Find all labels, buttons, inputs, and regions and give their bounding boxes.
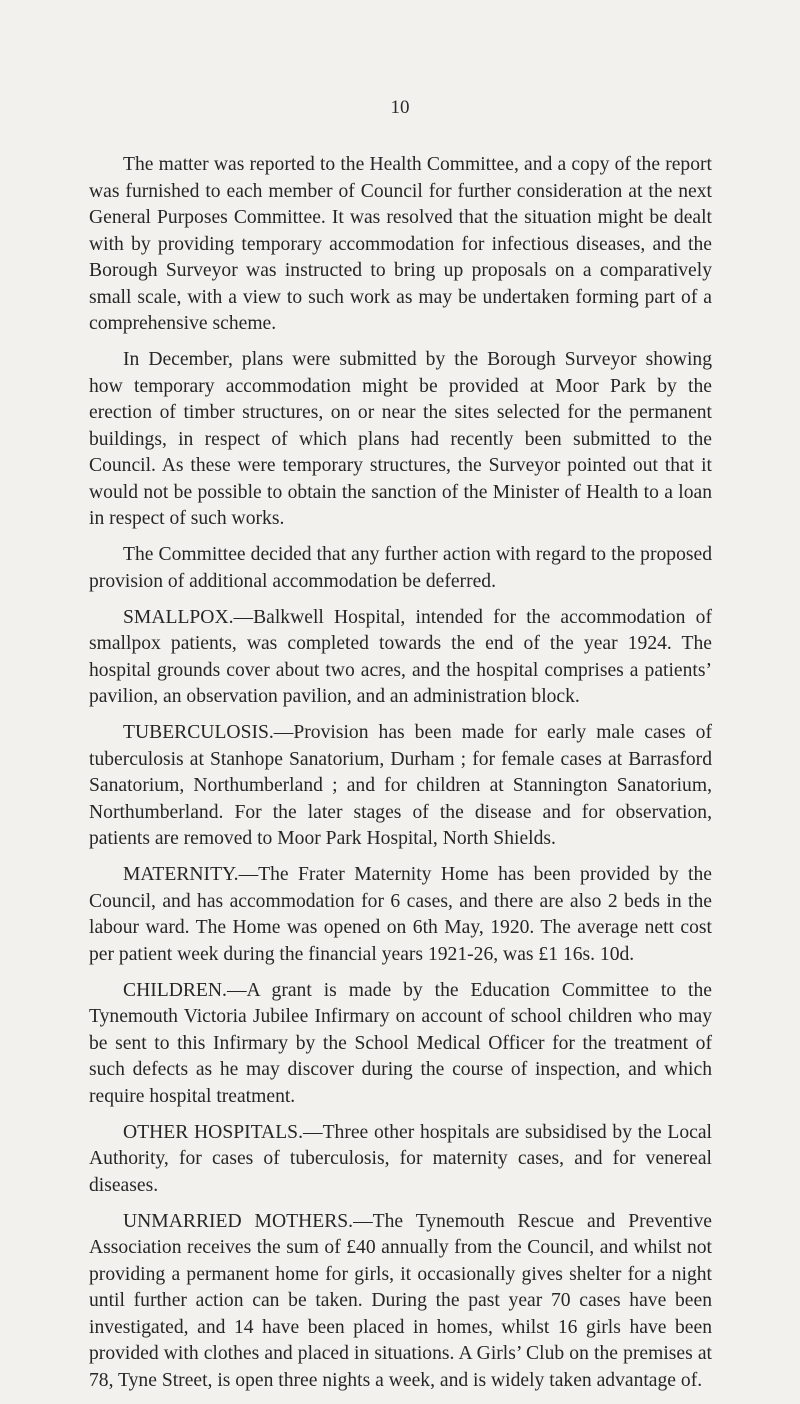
paragraph-maternity: MATERNITY.—The Frater Maternity Home has been provided by the Council, and has accommodation for 6 cases, and there are also 2 beds in the labour ward. The Home was opened on 6th May, 1920. The average nett cost per patient week during the financial years 1921-26, was £1 16s. 10d. — [89, 864, 712, 965]
paragraph-tuberculosis: TUBERCULOSIS.—Provision has been made for early male cases of tuberculosis at Stanhope Sanatorium, Durham ; for female cases at Barrasford Sanatorium, Northumberland ; and for children at Stannington Sanatorium, Northumberland. For the later stages of the disease and for observation, patients are removed to Moor Park Hospital, North Shields. — [89, 722, 712, 849]
paragraph-december-plans: In December, plans were submitted by the Borough Surveyor showing how temporary accommodation might be provided at Moor Park by the erection of timber structures, on or near the sites selected for the permanent buildings, in respect of which plans had recently been submitted to the Council. As these were temporary structures, the Surveyor pointed out that it would not be possible to obtain the sanction of the Minister of Health to a loan in respect of such works. — [89, 349, 712, 529]
paragraph-smallpox: SMALLPOX.—Balkwell Hospital, intended for the accommodation of smallpox patients, was completed towards the end of the year 1924. The hospital grounds cover about two acres, and the hospital comprises a patients’ pavilion, an observation pavilion, and an administration block. — [89, 606, 712, 707]
paragraph-children: CHILDREN.—A grant is made by the Education Committee to the Tynemouth Victoria Jubilee Infirmary on account of school children who may be sent to this Infirmary by the School Medical Officer for the treatment of such defects as he may discover during the course of inspection, and which require hospital treatment. — [89, 979, 712, 1107]
paragraph-health-committee-report: The matter was reported to the Health Committee, and a copy of the report was furnished to each member of Council for further consideration at the next General Purposes Committee. It was resolved that the situation might be dealt with by providing temporary accommodation for infectious diseases, and the Borough Surveyor was instructed to bring up proposals on a comparatively small scale, with a view to such work as may be undertaken forming part of a comprehensive scheme. — [89, 154, 712, 334]
paragraph-unmarried-mothers: UNMARRIED MOTHERS.—The Tynemouth Rescue and Preventive Association receives the sum of £40 annually from the Council, and whilst not providing a permanent home for girls, it occasionally gives shelter for a night until further action can be taken. During the past year 70 cases have been investigated, and 14 have been placed in homes, whilst 16 girls have been provided with clothes and placed in situations. A Girls’ Club on the premises at 78, Tyne Street, is open three nights a week, and is widely taken advantage of. — [89, 1210, 712, 1391]
paragraph-other-hospitals: OTHER HOSPITALS.—Three other hospitals are subsidised by the Local Authority, for cases of tuberculosis, for maternity cases, and for venereal diseases. — [89, 1121, 712, 1196]
body-text — [89, 152, 712, 1404]
paragraph-committee-deferral: The Committee decided that any further action with regard to the proposed provision of additional accommodation be deferred. — [89, 544, 712, 592]
page-number: 10 — [390, 97, 410, 118]
